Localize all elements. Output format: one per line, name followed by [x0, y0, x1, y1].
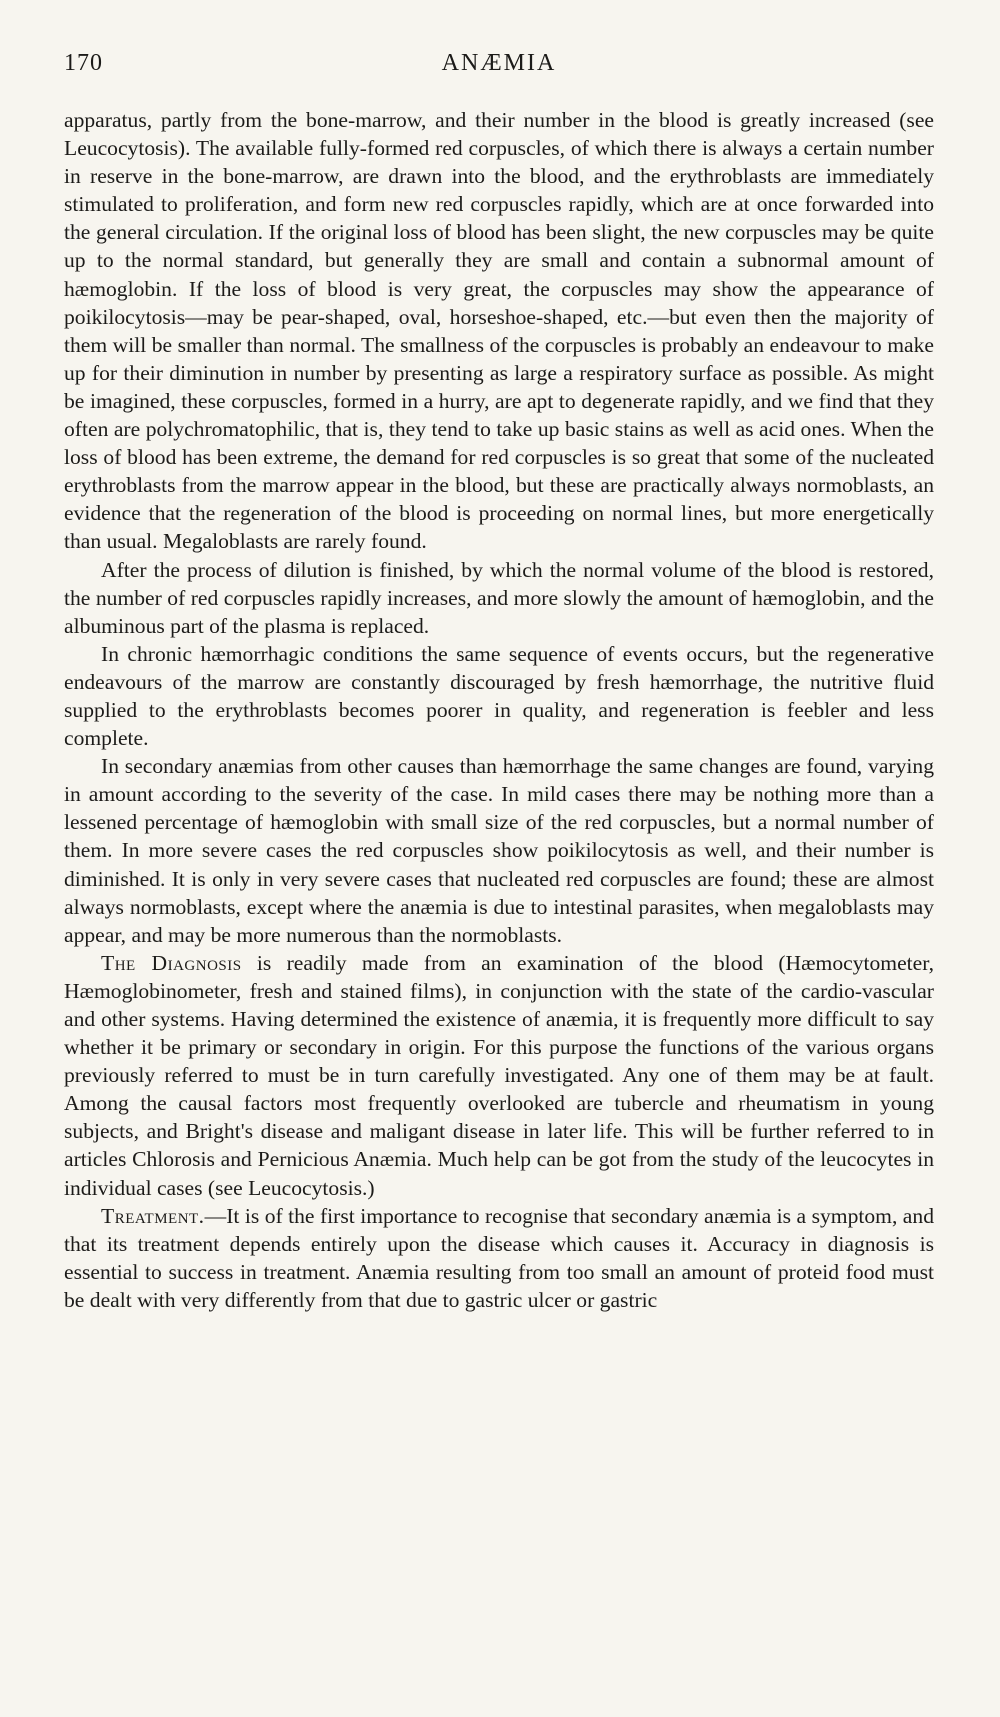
paragraph-secondary-anaemias	[64, 752, 934, 949]
paragraph-text: After the process of dilution is finished, by which the normal volume of the blood is restored, the number of red corpuscles rapidly increases, and more slowly the amount of hæmoglobin, and the albuminous part of the plasma is replaced.	[64, 557, 934, 638]
paragraph-continuation	[64, 106, 934, 556]
paragraph-text: —It is of the first importance to recognise that secondary anæmia is a symptom, and that its treatment depends entirely upon the disease which causes it. Accuracy in diagnosis is essential to success in treatment. Anæmia resulting from too small an amount of proteid food must be dealt with very differently from that due to gastric ulcer or gastric	[64, 1203, 934, 1312]
section-lead-treatment: Treatment.	[101, 1203, 205, 1228]
paragraph-chronic-haemorrhagic	[64, 640, 934, 752]
paragraph-text: In secondary anæmias from other causes than hæmorrhage the same changes are found, varying in amount according to the severity of the case. In mild cases there may be nothing more than a lessened percentage of hæmoglobin with small size of the red corpuscles, but a normal number of them. In more severe cases the red corpuscles show poikilocytosis as well, and their number is diminished. It is only in very severe cases that nucleated red corpuscles are found; these are almost always normoblasts, except where the anæmia is due to intestinal parasites, when megaloblasts may appear, and may be more numerous than the normoblasts.	[64, 754, 934, 947]
running-header	[64, 44, 934, 84]
paragraph-treatment	[64, 1202, 934, 1314]
paragraph-text: apparatus, partly from the bone-marrow, and their number in the blood is greatly increased (see Leucocytosis). The available fully-formed red corpuscles, of which there is always a certain number in reserve in the bone-marrow, are drawn into the blood, and the erythroblasts are immediately stimulated to proliferation, and form new red corpuscles rapidly, which are at once forwarded into the general circulation. If the original loss of blood has been slight, the new corpuscles may be quite up to the normal standard, but generally they are small and contain a subnormal amount of hæmoglobin. If the loss of blood is very great, the corpuscles may show the appearance of poikilocytosis—may be pear-shaped, oval, horseshoe-shaped, etc.—but even then the majority of them will be smaller than normal. The smallness of the corpuscles is probably an endeavour to make up for their diminution in number by presenting as large a respiratory surface as possible. As might be imagined, these corpuscles, formed in a hurry, are apt to degenerate rapidly, and we find that they often are polychromatophilic, that is, they tend to take up basic stains as well as acid ones. When the loss of blood has been extreme, the demand for red corpuscles is so great that some of the nucleated erythroblasts from the marrow appear in the blood, but these are practically always normoblasts, an evidence that the regeneration of the blood is proceeding on normal lines, but more energetically than usual. Megaloblasts are rarely found.	[64, 108, 934, 554]
paragraph-diagnosis	[64, 949, 934, 1202]
running-title: ANÆMIA	[441, 50, 557, 76]
body-text	[64, 106, 934, 1314]
section-lead-diagnosis: The Diagnosis	[101, 950, 242, 975]
paragraph-text: is readily made from an examination of the blood (Hæmocytometer, Hæmoglobinometer, fresh and stained films), in conjunction with the state of the cardio-vascular and other systems. Having determined the existence of anæmia, it is frequently more difficult to say whether it be primary or secondary in origin. For this purpose the functions of the various organs previously referred to must be in turn carefully investigated. Any one of them may be at fault. Among the causal factors most frequently overlooked are tubercle and rheumatism in young subjects, and Bright's disease and maligant disease in later life. This will be further referred to in articles Chlorosis and Pernicious Anæmia. Much help can be got from the study of the leucocytes in individual cases (see Leucocytosis.)	[64, 950, 934, 1200]
paragraph-dilution	[64, 556, 934, 640]
page-number: 170	[64, 50, 103, 76]
document-page	[64, 44, 934, 1314]
paragraph-text: In chronic hæmorrhagic conditions the same sequence of events occurs, but the regenerative endeavours of the marrow are constantly discouraged by fresh hæmorrhage, the nutritive fluid supplied to the erythroblasts becomes poorer in quality, and regeneration is feebler and less complete.	[64, 641, 934, 751]
